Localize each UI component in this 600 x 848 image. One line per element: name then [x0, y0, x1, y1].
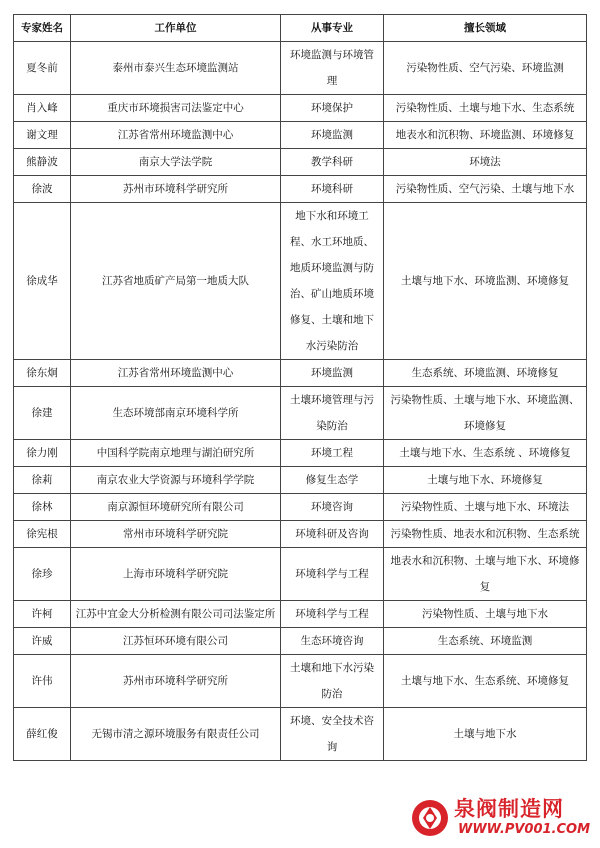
expert-name-cell: 徐力刚: [14, 440, 71, 467]
work-unit-cell: 生态环境部南京环境科学所: [71, 387, 281, 440]
work-unit-cell: 江苏中宜金大分析检测有限公司司法鉴定所: [71, 601, 281, 628]
expert-name-cell: 许柯: [14, 601, 71, 628]
specialty-cell: 环境咨询: [281, 494, 384, 521]
header-name: 专家姓名: [14, 15, 71, 42]
expert-name-cell: 熊静波: [14, 149, 71, 176]
expert-name-cell: 徐成华: [14, 203, 71, 360]
expert-name-cell: 徐建: [14, 387, 71, 440]
brand-logo-icon: [410, 798, 450, 838]
work-unit-cell: 苏州市环境科学研究所: [71, 176, 281, 203]
expert-name-cell: 夏冬前: [14, 42, 71, 95]
specialty-cell: 环境科研: [281, 176, 384, 203]
work-unit-cell: 江苏省常州环境监测中心: [71, 360, 281, 387]
expertise-area-cell: 土壤与地下水、生态系统 、环境修复: [384, 440, 587, 467]
specialty-cell: 教学科研: [281, 149, 384, 176]
site-watermark: [410, 796, 590, 842]
expertise-area-cell: 污染物性质、空气污染、环境监测: [384, 42, 587, 95]
table-header-row: [14, 15, 587, 42]
watermark-title: 泉阀制造网: [454, 797, 564, 821]
table-row: [14, 149, 587, 176]
specialty-cell: 环境科研及咨询: [281, 521, 384, 548]
expert-name-cell: 徐莉: [14, 467, 71, 494]
table-row: [14, 122, 587, 149]
specialty-cell: 环境监测: [281, 360, 384, 387]
table-row: [14, 548, 587, 601]
work-unit-cell: 中国科学院南京地理与湖泊研究所: [71, 440, 281, 467]
work-unit-cell: 江苏恒环环境有限公司: [71, 628, 281, 655]
expert-name-cell: 徐林: [14, 494, 71, 521]
specialty-cell: 土壤和地下水污染防治: [281, 655, 384, 708]
expert-name-cell: 徐波: [14, 176, 71, 203]
specialty-cell: 地下水和环境工程、水工环地质、地质环境监测与防治、矿山地质环境修复、土壤和地下水污染防治: [281, 203, 384, 360]
expertise-area-cell: 土壤与地下水、环境修复: [384, 467, 587, 494]
expertise-area-cell: 地表水和沉积物、土壤与地下水、环境修复: [384, 548, 587, 601]
specialty-cell: 环境科学与工程: [281, 601, 384, 628]
work-unit-cell: 江苏省常州环境监测中心: [71, 122, 281, 149]
work-unit-cell: 南京大学法学院: [71, 149, 281, 176]
expertise-area-cell: 土壤与地下水、环境监测、环境修复: [384, 203, 587, 360]
table-row: [14, 628, 587, 655]
table-row: [14, 601, 587, 628]
specialty-cell: 修复生态学: [281, 467, 384, 494]
table-row: [14, 95, 587, 122]
expertise-area-cell: 污染物性质、空气污染、土壤与地下水: [384, 176, 587, 203]
expertise-area-cell: 土壤与地下水: [384, 708, 587, 761]
work-unit-cell: 重庆市环境损害司法鉴定中心: [71, 95, 281, 122]
experts-table: [13, 14, 587, 761]
expert-name-cell: 徐东炯: [14, 360, 71, 387]
work-unit-cell: 南京农业大学资源与环境科学学院: [71, 467, 281, 494]
header-org: 工作单位: [71, 15, 281, 42]
specialty-cell: 环境科学与工程: [281, 548, 384, 601]
expert-name-cell: 肖入峰: [14, 95, 71, 122]
table-row: [14, 708, 587, 761]
expertise-area-cell: 污染物性质、土壤与地下水、环境法: [384, 494, 587, 521]
watermark-url: WWW.PV001.COM: [458, 822, 591, 837]
specialty-cell: 环境监测: [281, 122, 384, 149]
expert-name-cell: 徐宪根: [14, 521, 71, 548]
table-row: [14, 176, 587, 203]
work-unit-cell: 泰州市泰兴生态环境监测站: [71, 42, 281, 95]
table-row: [14, 440, 587, 467]
expertise-area-cell: 污染物性质、土壤与地下水、生态系统: [384, 95, 587, 122]
specialty-cell: 环境、安全技术咨询: [281, 708, 384, 761]
table-row: [14, 42, 587, 95]
expert-name-cell: 许威: [14, 628, 71, 655]
specialty-cell: 环境工程: [281, 440, 384, 467]
work-unit-cell: 上海市环境科学研究院: [71, 548, 281, 601]
table-row: [14, 521, 587, 548]
specialty-cell: 环境监测与环境管理: [281, 42, 384, 95]
specialty-cell: 生态环境咨询: [281, 628, 384, 655]
expert-name-cell: 薛红俊: [14, 708, 71, 761]
expertise-area-cell: 生态系统、环境监测: [384, 628, 587, 655]
expertise-area-cell: 环境法: [384, 149, 587, 176]
table-row: [14, 467, 587, 494]
expertise-area-cell: 污染物性质、土壤与地下水: [384, 601, 587, 628]
work-unit-cell: 南京源恒环境研究所有限公司: [71, 494, 281, 521]
expert-name-cell: 谢文理: [14, 122, 71, 149]
expertise-area-cell: 生态系统、环境监测、环境修复: [384, 360, 587, 387]
specialty-cell: 土壤环境管理与污染防治: [281, 387, 384, 440]
table-row: [14, 360, 587, 387]
expert-name-cell: 许伟: [14, 655, 71, 708]
expertise-area-cell: 土壤与地下水、生态系统、环境修复: [384, 655, 587, 708]
work-unit-cell: 苏州市环境科学研究所: [71, 655, 281, 708]
table-row: [14, 655, 587, 708]
table-row: [14, 494, 587, 521]
table-body: [14, 42, 587, 761]
table-row: [14, 203, 587, 360]
table-row: [14, 387, 587, 440]
work-unit-cell: 江苏省地质矿产局第一地质大队: [71, 203, 281, 360]
expertise-area-cell: 污染物性质、土壤与地下水、环境监测、环境修复: [384, 387, 587, 440]
work-unit-cell: 无锡市清之源环境服务有限责任公司: [71, 708, 281, 761]
expertise-area-cell: 污染物性质、地表水和沉积物、生态系统: [384, 521, 587, 548]
header-area: 擅长领域: [384, 15, 587, 42]
expertise-area-cell: 地表水和沉积物、环境监测、环境修复: [384, 122, 587, 149]
header-major: 从事专业: [281, 15, 384, 42]
specialty-cell: 环境保护: [281, 95, 384, 122]
expert-name-cell: 徐珍: [14, 548, 71, 601]
work-unit-cell: 常州市环境科学研究院: [71, 521, 281, 548]
